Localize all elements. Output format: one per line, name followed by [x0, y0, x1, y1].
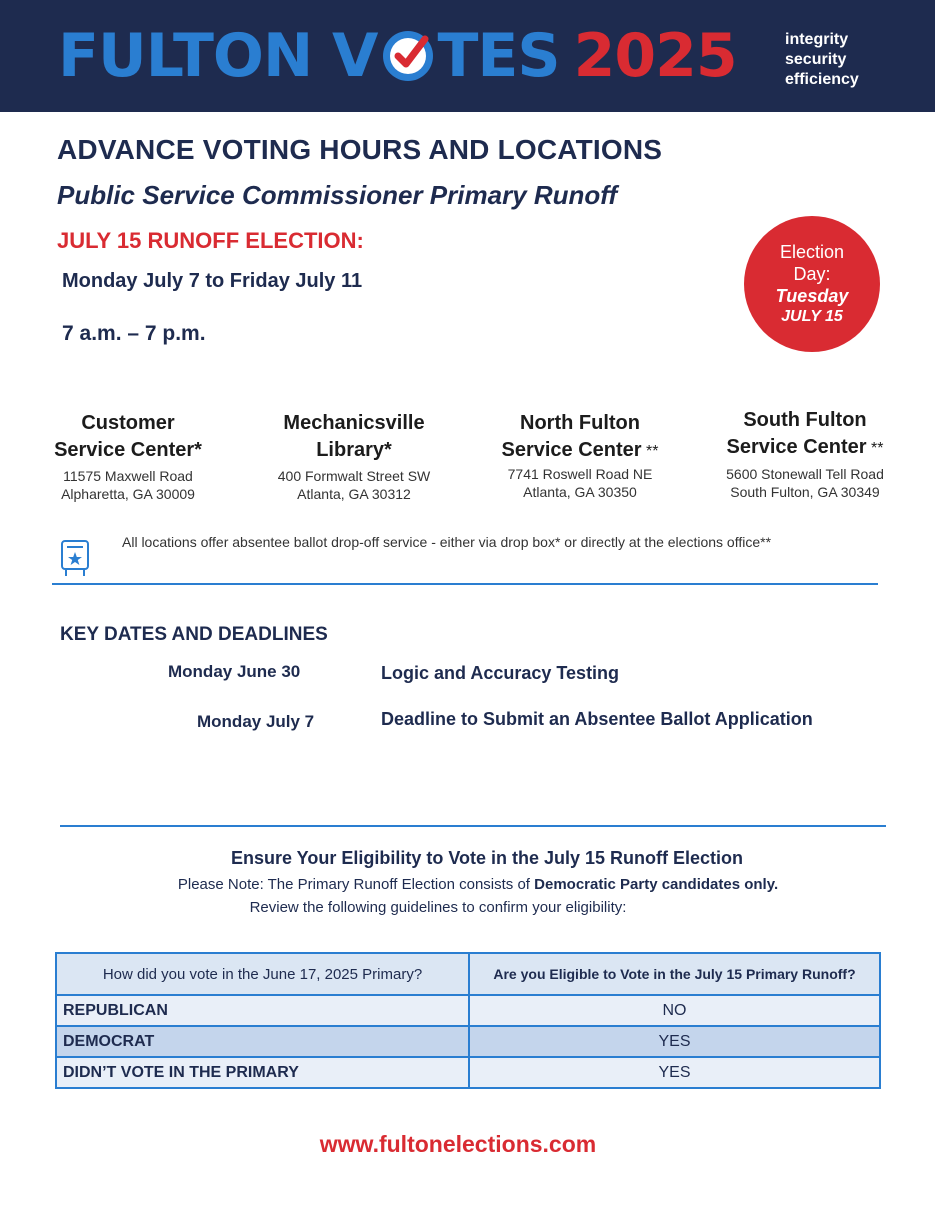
location-stars: **	[641, 443, 659, 460]
location-address-line2: Alpharetta, GA 30009	[61, 486, 195, 502]
advance-voting-dates: Monday July 7 to Friday July 11	[62, 270, 363, 292]
advance-voting-hours: 7 a.m. – 7 p.m.	[62, 322, 206, 345]
location-name-line1: Customer	[81, 412, 175, 434]
table-header-row	[56, 953, 880, 995]
election-day-line2: Day:	[793, 264, 831, 284]
location-customer-service-center	[30, 410, 226, 503]
location-mechanicsville-library	[256, 410, 452, 503]
location-name-line2-wrap	[700, 434, 910, 462]
section-divider	[60, 825, 886, 827]
location-address-line2: Atlanta, GA 30312	[297, 486, 411, 502]
location-name-line1: Mechanicsville	[283, 412, 425, 434]
location-name-line1: South Fulton	[743, 409, 867, 431]
table-row	[56, 1057, 880, 1088]
tagline-integrity: integrity	[785, 31, 849, 48]
election-day-date: JULY 15	[781, 308, 843, 325]
key-date: Monday June 30	[168, 662, 301, 681]
location-name-line1: North Fulton	[520, 412, 640, 434]
key-dates-title: KEY DATES AND DEADLINES	[60, 624, 328, 645]
table-cell-eligible: NO	[469, 995, 880, 1026]
location-stars: **	[866, 440, 884, 457]
table-cell-vote: REPUBLICAN	[56, 995, 469, 1026]
table-cell-eligible: YES	[469, 1026, 880, 1057]
location-north-fulton-service-center	[480, 410, 680, 501]
eligibility-title: Ensure Your Eligibility to Vote in the July 15 Runoff Election	[230, 848, 744, 868]
location-address-line2: South Fulton, GA 30349	[730, 484, 880, 500]
section-divider	[52, 583, 878, 585]
tagline-security: security	[785, 51, 847, 68]
page-title: ADVANCE VOTING HOURS AND LOCATIONS	[57, 134, 663, 165]
tagline-efficiency: efficiency	[785, 71, 859, 88]
location-address-line2: Atlanta, GA 30350	[523, 484, 637, 500]
page-subtitle: Public Service Commissioner Primary Runoff	[57, 180, 618, 210]
table-row	[56, 995, 880, 1026]
location-name-line2: Service Center	[501, 439, 642, 461]
key-date-description: Deadline to Submit an Absentee Ballot Application	[381, 709, 813, 729]
table-cell-vote: DEMOCRAT	[56, 1026, 469, 1057]
eligibility-review: Review the following guidelines to confirm your eligibility:	[249, 899, 627, 916]
election-day-weekday: Tuesday	[775, 286, 849, 306]
location-address-line1: 400 Formwalt Street SW	[277, 468, 431, 484]
location-address-line1: 7741 Roswell Road NE	[507, 466, 653, 482]
key-date: Monday July 7	[197, 712, 315, 731]
eligibility-note-text: Please Note: The Primary Runoff Election consists of	[177, 876, 535, 893]
table-cell-eligible: YES	[469, 1057, 880, 1088]
table-header-cell: Are you Eligible to Vote in the July 15 Primary Runoff?	[469, 953, 880, 995]
location-name-line2: Service Center	[726, 436, 867, 458]
ballot-dropbox-icon	[60, 538, 90, 578]
location-name-line2: Library*	[316, 439, 392, 461]
header-banner	[0, 0, 935, 112]
table-cell-vote: DIDN’T VOTE IN THE PRIMARY	[56, 1057, 469, 1088]
location-name-line2: Service Center*	[54, 439, 202, 461]
brand-logo	[58, 20, 737, 92]
table-header-cell: How did you vote in the June 17, 2025 Primary?	[56, 953, 469, 995]
brand-year: 2025	[573, 21, 737, 91]
runoff-label: JULY 15 RUNOFF ELECTION:	[57, 228, 364, 253]
ballot-check-icon	[381, 29, 435, 83]
brand-word-right: TES	[437, 21, 560, 91]
location-address-line1: 11575 Maxwell Road	[63, 468, 193, 484]
election-day-line1: Election	[779, 242, 845, 262]
eligibility-note	[0, 876, 935, 893]
election-day-badge	[744, 216, 880, 352]
location-south-fulton-service-center	[700, 407, 910, 501]
dropoff-notice: All locations offer absentee ballot drop-off service - either via drop box* or directly at the elections office**	[122, 534, 772, 550]
eligibility-note-bold: Democratic Party candidates only.	[534, 876, 779, 893]
eligibility-table	[55, 952, 881, 1089]
table-row	[56, 1026, 880, 1057]
tagline	[785, 30, 859, 90]
brand-word-left: FULTON V	[58, 21, 378, 91]
location-name-line2-wrap	[480, 437, 680, 465]
key-date-description: Logic and Accuracy Testing	[381, 663, 620, 683]
location-address-line1: 5600 Stonewall Tell Road	[726, 466, 884, 482]
website-link[interactable]: www.fultonelections.com	[319, 1131, 597, 1157]
